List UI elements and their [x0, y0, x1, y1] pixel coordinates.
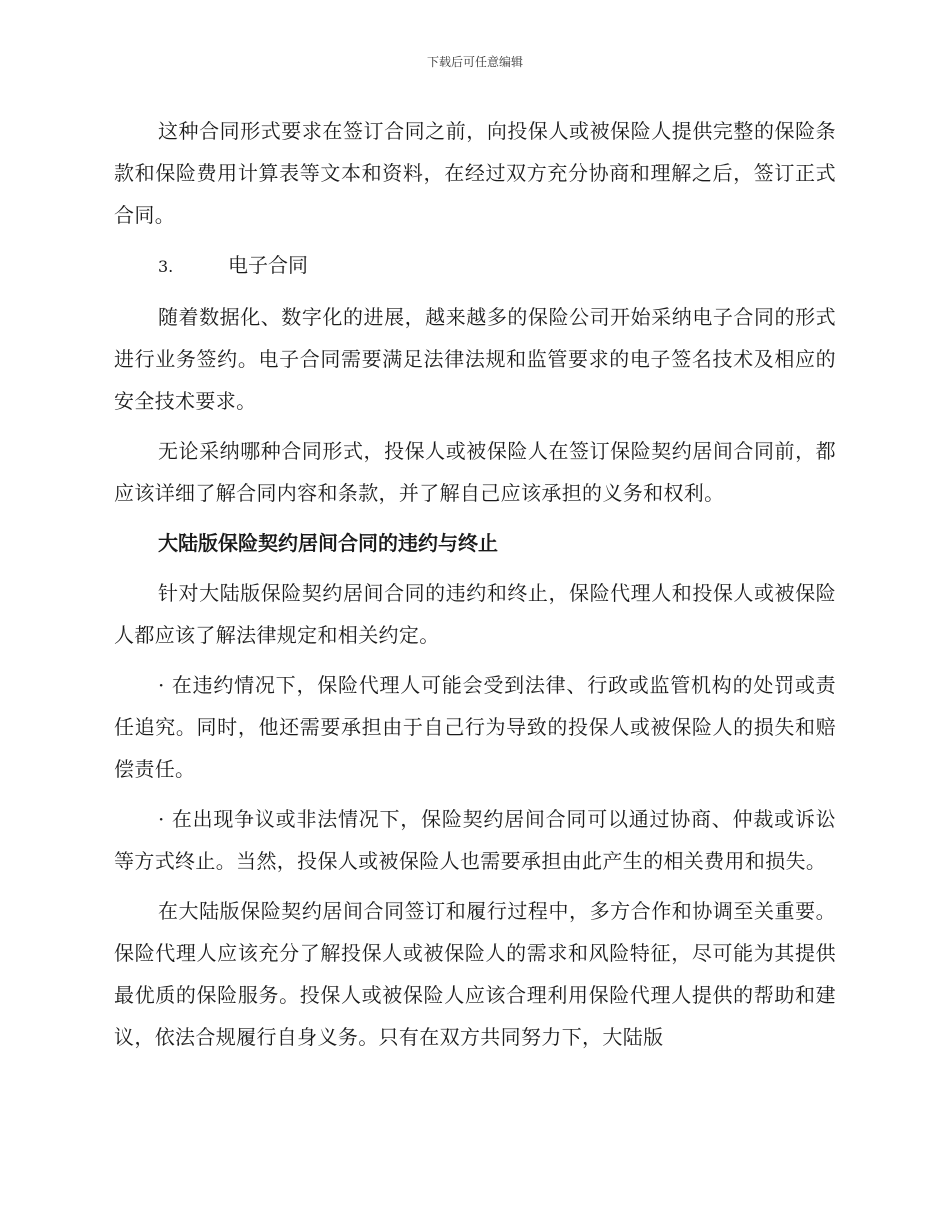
paragraph-cooperation: 在大陆版保险契约居间合同签订和履行过程中，多方合作和协调至关重要。保险代理人应该充分了解投保人或被保险人的需求和风险特征，尽可能为其提供最优质的保险服务。投保人或被保险人应该合理利用保险代理人提供的帮助和建议，依法合规履行自身义务。只有在双方共同努力下，大陆版: [114, 899, 836, 1049]
document-body: [114, 110, 836, 1066]
paragraph-contract-form: 这种合同形式要求在签订合同之前，向投保人或被保险人提供完整的保险条款和保险费用计算表等文本和资料，在经过双方充分协商和理解之后，签订正式合同。: [114, 119, 836, 227]
page-header: 下载后可任意编辑: [426, 55, 523, 69]
paragraph-contract-choice: 无论采纳哪种合同形式，投保人或被保险人在签订保险契约居间合同前，都应该详细了解合同内容和条款，并了解自己应该承担的义务和权利。: [114, 439, 836, 505]
paragraph-electronic-contract: 随着数据化、数字化的进展，越来越多的保险公司开始采纳电子合同的形式进行业务签约。电子合同需要满足法律法规和监管要求的电子签名技术及相应的安全技术要求。: [114, 305, 836, 413]
list-item-electronic-contract: [114, 244, 836, 288]
list-item-title: 电子合同: [228, 253, 308, 277]
list-item-number: 3.: [158, 257, 174, 276]
bullet-item-breach: · 在违约情况下，保险代理人可能会受到法律、行政或监管机构的处罚或责任追究。同时，他还需要承担由于自己行为导致的投保人或被保险人的损失和赔偿责任。: [114, 673, 836, 781]
bullet-item-termination: · 在出现争议或非法情况下，保险契约居间合同可以通过协商、仲裁或诉讼等方式终止。当然，投保人或被保险人也需要承担由此产生的相关费用和损失。: [114, 807, 836, 873]
section-heading: 大陆版保险契约居间合同的违约与终止: [158, 531, 498, 555]
paragraph-breach-intro: 针对大陆版保险契约居间合同的违约和终止，保险代理人和投保人或被保险人都应该了解法律规定和相关约定。: [114, 581, 836, 647]
